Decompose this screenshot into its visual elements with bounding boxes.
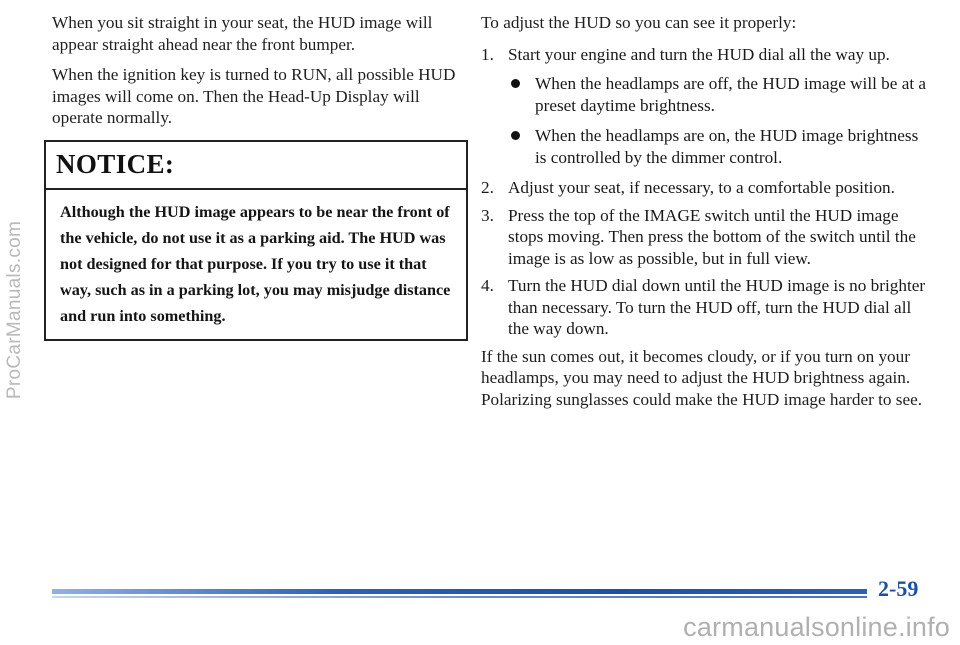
step-number: 4.	[481, 276, 494, 295]
bullet-icon	[511, 131, 520, 140]
side-watermark-text: ProCarManuals.com	[4, 220, 25, 400]
step-number: 3.	[481, 205, 494, 225]
adjust-steps-list	[481, 44, 931, 340]
bullet-text: When the headlamps are on, the HUD image brightness is controlled by the dimmer control.	[535, 126, 919, 167]
bullet-text: When the headlamps are off, the HUD image will be at a preset daytime brightness.	[535, 74, 927, 115]
step-text: Turn the HUD dial down until the HUD image is no brighter than necessary. To turn the HUD off, turn the HUD dial all the way down.	[508, 276, 926, 338]
side-watermark	[2, 100, 28, 520]
step-item	[481, 177, 931, 199]
bullet-item	[508, 125, 931, 168]
step-item	[481, 44, 931, 169]
footer-rule	[52, 589, 867, 594]
step-bullets	[508, 73, 931, 168]
right-column	[481, 12, 931, 419]
step-number: 2.	[481, 178, 494, 197]
bullet-item	[508, 73, 931, 116]
notice-box	[44, 140, 468, 341]
step-text: Press the top of the IMAGE switch until the HUD image stops moving. Then press the bottom of the switch until the image is as low as possible, but in full view.	[508, 205, 916, 268]
ignition-paragraph: When the ignition key is turned to RUN, all possible HUD images will come on. Then the Head-Up Display will operate normally.	[52, 65, 456, 127]
bottom-watermark: carmanualsonline.info	[683, 612, 950, 642]
hud-position-paragraph: When you sit straight in your seat, the HUD image will appear straight ahead near the front bumper.	[52, 13, 433, 54]
notice-heading: NOTICE:	[56, 149, 175, 179]
step-text: Adjust your seat, if necessary, to a comfortable position.	[508, 178, 895, 197]
closing-paragraph: If the sun comes out, it becomes cloudy, or if you turn on your headlamps, you may need to adjust the HUD brightness again. Polarizing sunglasses could make the HUD image harder to see.	[481, 346, 923, 409]
page-number: 2-59	[878, 576, 919, 601]
step-text: Start your engine and turn the HUD dial all the way up.	[508, 44, 890, 64]
left-column	[52, 12, 472, 341]
step-number: 1.	[481, 44, 494, 64]
adjust-intro: To adjust the HUD so you can see it properly:	[481, 13, 797, 32]
notice-body: Although the HUD image appears to be near the front of the vehicle, do not use it as a parking aid. The HUD was not designed for that purpose. If you try to use it that way, such as in a parking lot, you may misjudge distance and run into something.	[60, 202, 451, 325]
footer-rule-thin	[52, 596, 867, 598]
step-item	[481, 205, 931, 270]
notice-header	[46, 142, 466, 190]
step-item	[481, 275, 931, 340]
bullet-icon	[511, 79, 520, 88]
